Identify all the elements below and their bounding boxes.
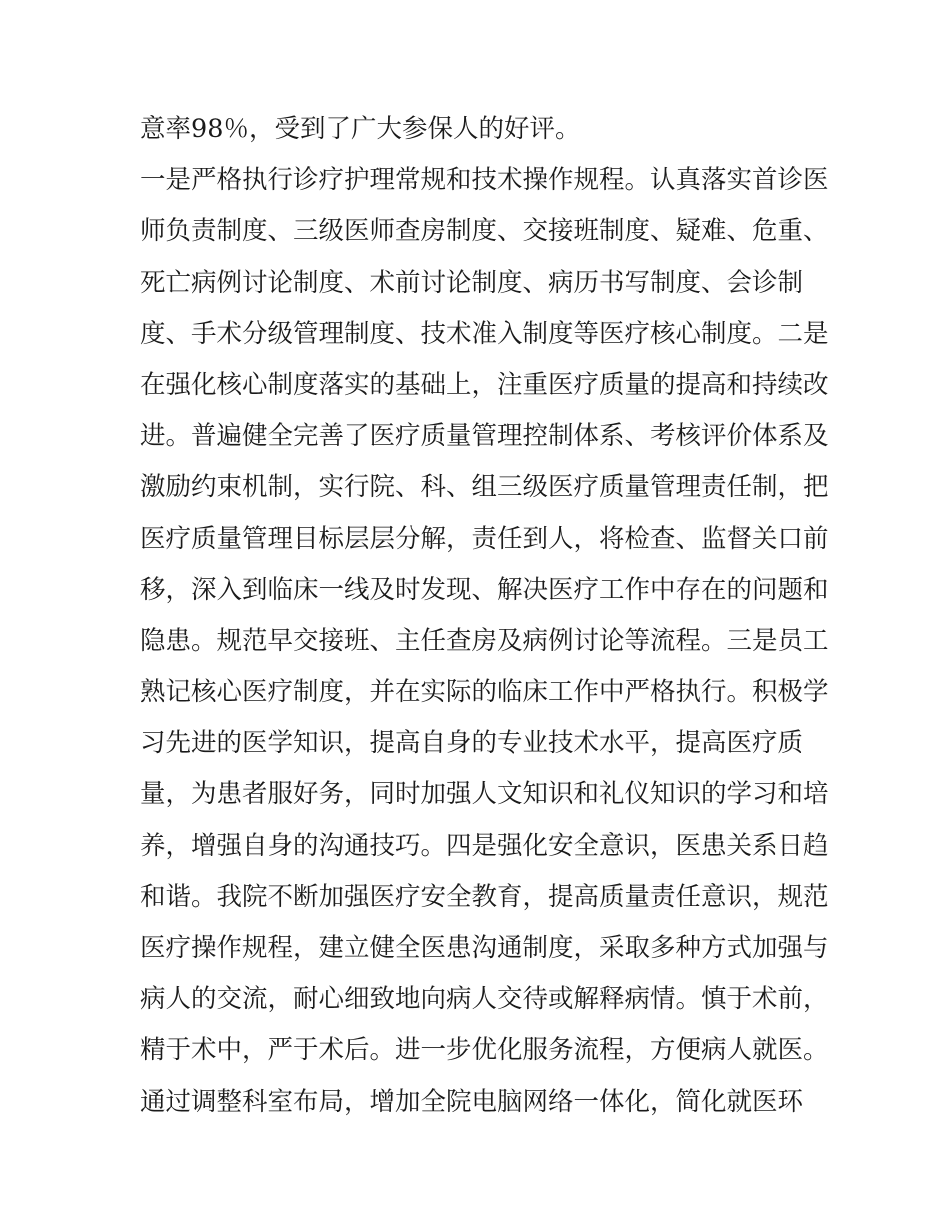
text-line: 通过调整科室布局，增加全院电脑网络一体化，简化就医环 [140, 1086, 804, 1117]
text-line: 死亡病例讨论制度、术前讨论制度、病历书写制度、会诊制 [140, 267, 804, 298]
text-line: 量，为患者服好务，同时加强人文知识和礼仪知识的学习和培 [140, 779, 829, 810]
text-line: 师负责制度、三级医师查房制度、交接班制度、疑难、危重、 [140, 216, 829, 247]
text-line: 病人的交流，耐心细致地向病人交待或解释病情。慎于术前， [140, 984, 829, 1015]
text-line: 和谐。我院不断加强医疗安全教育，提高质量责任意识，规范 [140, 881, 829, 912]
text-line: 精于术中，严于术后。进一步优化服务流程，方便病人就医。 [140, 1035, 829, 1066]
text-line: 隐患。规范早交接班、主任查房及病例讨论等流程。三是员工 [140, 625, 829, 656]
text-line: 进。普遍健全完善了医疗质量管理控制体系、考核评价体系及 [140, 421, 829, 452]
body-text [140, 104, 830, 1128]
text-line: 养，增强自身的沟通技巧。四是强化安全意识，医患关系日趋 [140, 830, 829, 861]
text-line: 移，深入到临床一线及时发现、解决医疗工作中存在的问题和 [140, 574, 829, 605]
text-line: 习先进的医学知识，提高自身的专业技术水平，提高医疗质 [140, 728, 804, 759]
text-line: 在强化核心制度落实的基础上，注重医疗质量的提高和持续改 [140, 369, 829, 400]
text-line: 医疗操作规程，建立健全医患沟通制度，采取多种方式加强与 [140, 933, 829, 963]
text-line: 医疗质量管理目标层层分解，责任到人，将检查、监督关口前 [140, 523, 829, 554]
text-line: 熟记核心医疗制度，并在实际的临床工作中严格执行。积极学 [140, 677, 829, 708]
text-line: 一是严格执行诊疗护理常规和技术操作规程。认真落实首诊医 [140, 165, 829, 196]
text-line: 激励约束机制，实行院、科、组三级医疗质量管理责任制，把 [140, 472, 829, 503]
text-line: 度、手术分级管理制度、技术准入制度等医疗核心制度。二是 [140, 318, 829, 349]
text-line: 意率98％，受到了广大参保人的好评。 [140, 114, 581, 144]
